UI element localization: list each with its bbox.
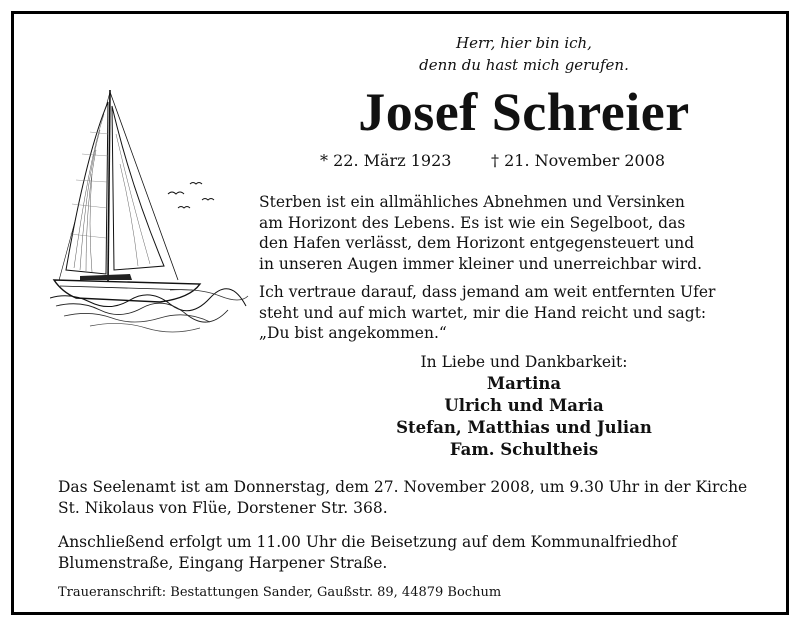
- service-line: St. Nikolaus von Flüe, Dorstener Str. 368.: [58, 499, 388, 517]
- thanks-intro: In Liebe und Dankbarkeit:: [420, 353, 628, 371]
- birth-date: * 22. März 1923: [320, 151, 452, 170]
- mourner-name: Ulrich und Maria: [444, 396, 604, 415]
- motto-line: Herr, hier bin ich,: [456, 34, 592, 52]
- poem-paragraph: [259, 192, 779, 274]
- paragraph-line: in unseren Augen immer kleiner und unerreichbar wird.: [259, 254, 703, 273]
- mourning-address: Traueranschrift: Bestattungen Sander, Gaußstr. 89, 44879 Bochum: [58, 585, 502, 600]
- service-info: [58, 477, 778, 519]
- faith-paragraph: [259, 282, 779, 344]
- burial-line: Anschließend erfolgt um 11.00 Uhr die Beisetzung auf dem Kommunalfriedhof: [58, 533, 677, 551]
- paragraph-line: steht und auf mich wartet, mir die Hand reicht und sagt:: [259, 303, 707, 322]
- obituary-notice: [11, 11, 789, 615]
- paragraph-line: am Horizont des Lebens. Es ist wie ein Segelboot, das: [259, 213, 686, 232]
- paragraph-line: den Hafen verlässt, dem Horizont entgegensteuert und: [259, 234, 695, 252]
- mourners-block: [344, 351, 704, 461]
- sailboat-icon: [50, 84, 250, 334]
- mourner-name: Stefan, Matthias und Julian: [396, 418, 652, 437]
- bible-motto: [314, 32, 734, 76]
- burial-info: [58, 532, 778, 574]
- mourner-name: Fam. Schultheis: [449, 440, 599, 459]
- paragraph-line: Sterben ist ein allmähliches Abnehmen und Versinken: [259, 193, 685, 211]
- death-date: † 21. November 2008: [491, 151, 666, 170]
- paragraph-line: „Du bist angekommen.“: [259, 324, 447, 342]
- mourner-name: Martina: [486, 374, 562, 393]
- paragraph-line: Ich vertraue darauf, dass jemand am weit entfernten Ufer: [259, 283, 716, 301]
- deceased-name: Josef Schreier: [358, 82, 690, 142]
- service-line: Das Seelenamt ist am Donnerstag, dem 27. November 2008, um 9.30 Uhr in der Kirche: [58, 478, 748, 496]
- motto-line: denn du hast mich gerufen.: [419, 56, 629, 74]
- burial-line: Blumenstraße, Eingang Harpener Straße.: [58, 554, 388, 572]
